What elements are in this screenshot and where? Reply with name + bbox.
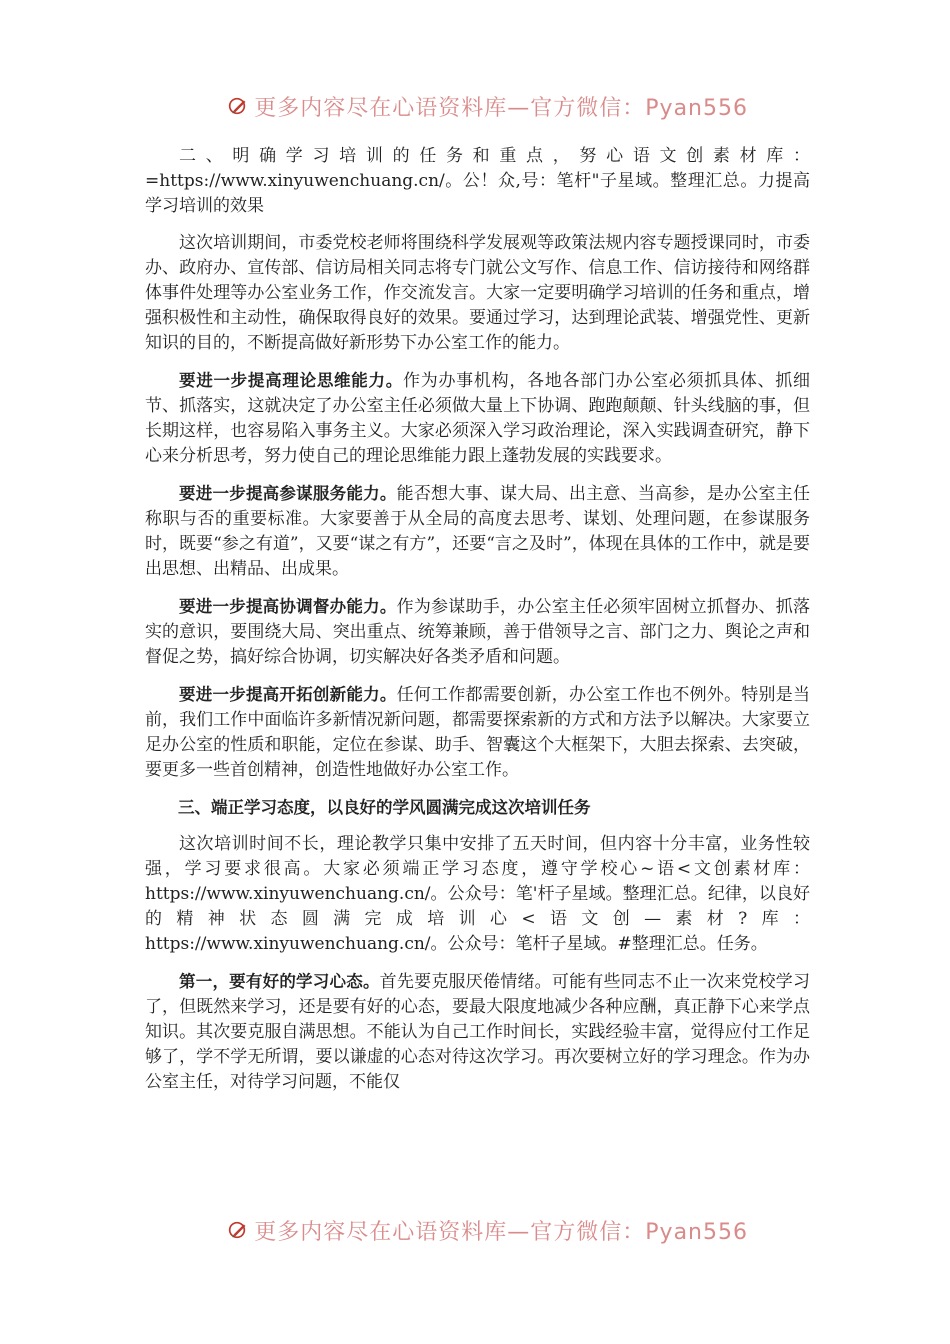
paragraph [145, 594, 810, 670]
paragraph: 这次培训时间不长，理论教学只集中安排了五天时间，但内容十分丰富，业务性较强，学习要求很高。大家必须端正学习态度，遵守学校心~语<文创素材库：https://www.xinyuwenchuang.cn/。公众号：笔'杆子星域。整理汇总。纪律，以良好的精神状态圆满完成培训心<语文创—素材?库：https://www.xinyuwenchuang.cn/。公众号：笔杆子星域。#整理汇总。任务。 [145, 834, 810, 954]
paragraph: 二、明确学习培训的任务和重点，努心语文创素材库：=https://www.xinyuwenchuang.cn/。公！众,号：笔杆"子星域。整理汇总。力提高学习培训的效果 [145, 146, 810, 216]
paragraph-text: 首先要克服厌倦情绪。可能有些同志不止一次来党校学习了，但既然来学习，还是要有好的心态，要最大限度地减少各种应酬，真正静下心来学点知识。其次要克服自满思想。不能认为自己工作时间长，实践经验丰富，觉得应付工作足够了，学不学无所谓，要以谦虚的心态对待这次学习。再次要树立好的学习理念。作为办公室主任，对待学习问题，不能仅 [145, 972, 811, 1092]
paragraph [145, 368, 810, 469]
paragraph-lead: 要进一步提高参谋服务能力。 [179, 484, 397, 503]
paragraph: 这次培训期间，市委党校老师将围绕科学发展观等政策法规内容专题授课同时，市委办、政府办、宣传部、信访局相关同志将专门就公文写作、信息工作、信访接待和网络群体事件处理等办公室业务工作，作交流发言。大家一定要明确学习培训的任务和重点，增强积极性和主动性，确保取得良好的效果。要通过学习，达到理论武装、增强党性、更新知识的目的，不断提高做好新形势下办公室工作的能力。 [145, 233, 810, 353]
banner-text: 更多内容尽在心语资料库—官方微信：Pyan556 [254, 1219, 748, 1245]
paragraph-lead: 第一，要有好的学习心态。 [179, 972, 380, 991]
paragraph-lead: 要进一步提高开拓创新能力。 [179, 685, 397, 704]
pen-logo-icon [228, 1212, 248, 1248]
banner-text: 更多内容尽在心语资料库—官方微信：Pyan556 [254, 95, 748, 121]
footer-watermark-banner [228, 1210, 748, 1250]
paragraph-lead: 要进一步提高协调督办能力。 [179, 597, 397, 616]
paragraph-lead: 要进一步提高理论思维能力。 [179, 371, 403, 390]
paragraph [145, 481, 810, 582]
paragraph-text: 作为参谋助手，办公室主任必须牢固树立抓督办、抓落实的意识，要围绕大局、突出重点、统筹兼顾，善于借领导之言、部门之力、舆论之声和督促之势，搞好综合协调，切实解决好各类矛盾和问题。 [145, 597, 811, 667]
pen-logo-icon [228, 88, 248, 124]
paragraph-text: 作为办事机构，各地各部门办公室必须抓具体、抓细节、抓落实，这就决定了办公室主任必须做大量上下协调、跑跑颠颠、针头线脑的事，但长期这样，也容易陷入事务主义。大家必须深入学习政治理论，深入实践调查研究，静下心来分析思考，努力使自己的理论思维能力跟上蓬勃发展的实践要求。 [145, 371, 811, 466]
paragraph-text: 能否想大事、谋大局、出主意、当高参，是办公室主任称职与否的重要标准。大家要善于从全局的高度去思考、谋划、处理问题，在参谋服务时，既要“参之有道”，又要“谋之有方”，还要“言之及时”，体现在具体的工作中，就是要出思想、出精品、出成果。 [145, 484, 811, 579]
document-body [145, 144, 810, 1107]
section-heading: 三、端正学习态度，以良好的学风圆满完成这次培训任务 [178, 798, 591, 817]
paragraph-text: 任何工作都需要创新，办公室工作也不例外。特别是当前，我们工作中面临许多新情况新问题，都需要探索新的方式和方法予以解决。大家要立足办公室的性质和职能，定位在参谋、助手、智囊这个大框架下，大胆去探索、去突破，要更多一些首创精神，创造性地做好办公室工作。 [145, 685, 811, 780]
paragraph [145, 969, 810, 1095]
paragraph [145, 682, 810, 783]
header-watermark-banner [228, 86, 748, 126]
